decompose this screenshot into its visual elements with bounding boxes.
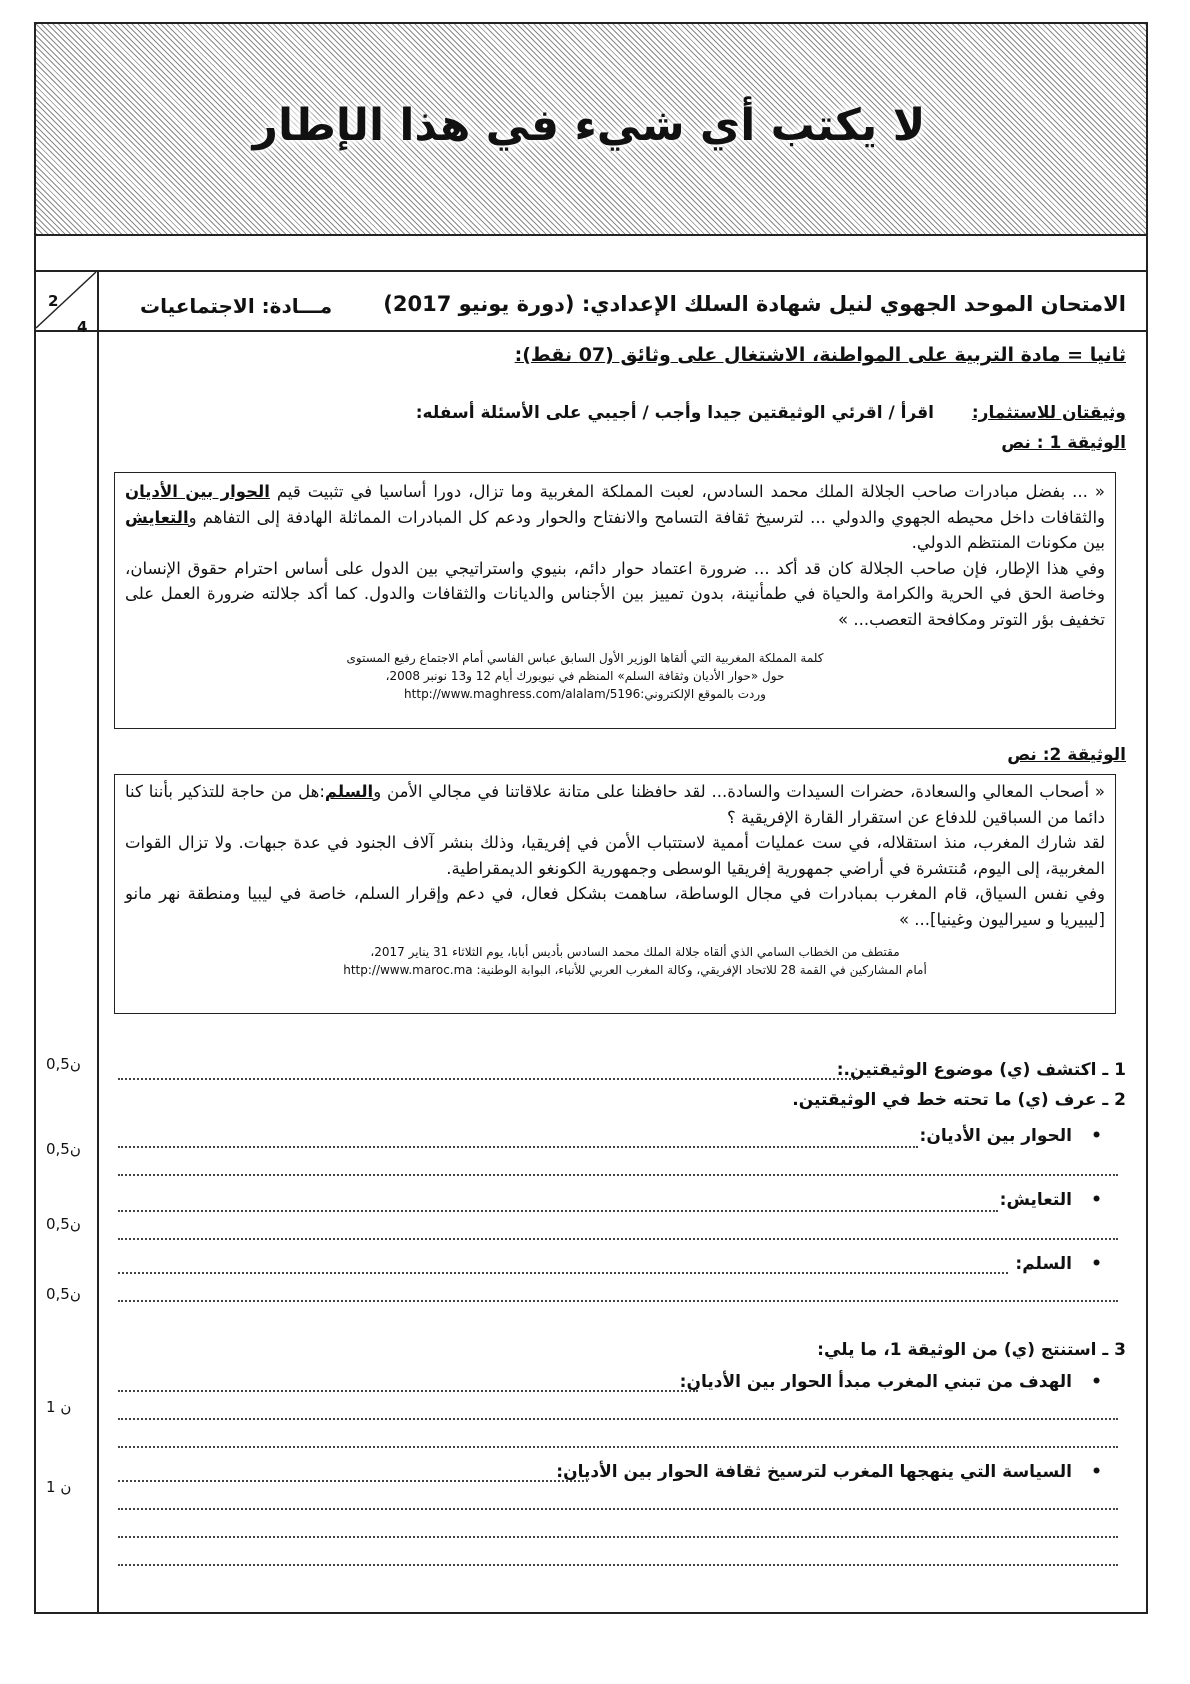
doc1-p1-a: « ... بفضل مبادرات صاحب الجلالة الملك محمد السادس، لعبت المملكة المغربية وما تزال، دورا أساسيا في تثبيت قيم — [276, 482, 1105, 501]
q2-item-peace: السلم: — [1015, 1254, 1072, 1274]
doc1-label: الوثيقة 1 : نص — [1001, 433, 1126, 453]
answer-line-q2-3a[interactable] — [118, 1272, 1008, 1274]
no-write-banner: لا يكتب أي شيء في هذا الإطار — [252, 100, 926, 151]
doc2-text — [115, 775, 1115, 932]
q3-bullet-2: • — [1091, 1462, 1102, 1482]
doc1-source — [235, 649, 935, 703]
doc2-source-line-2: أمام المشاركين في القمة 28 للاتحاد الإفريقي، وكالة المغرب العربي للأنباء، البوابة الوطنية: http://www.maroc.ma — [343, 963, 927, 977]
page-total: 4 — [77, 318, 88, 336]
q2-item-coexistence: التعايش: — [999, 1190, 1072, 1210]
answer-line-q3-2d[interactable] — [118, 1564, 1118, 1566]
question-2: 2 ـ عرف (ي) ما تحته خط في الوثيقتين. — [792, 1090, 1126, 1110]
doc1-underlined-dialogue: الحوار بين الأديان — [125, 482, 270, 501]
doc1-underlined-coexistence: التعايش — [125, 507, 189, 527]
doc1-source-line-1: كلمة المملكة المغربية التي ألقاها الوزير الأول السابق عباس الفاسي أمام الاجتماع رفيع المستوى — [346, 651, 824, 665]
doc1-paragraph-2: وفي هذا الإطار، فإن صاحب الجلالة كان قد أكد ... ضرورة اعتماد حوار دائم، بنيوي واستراتيجي بين الدول على أساس احترام حقوق الإنسان، وخاصة الحق في الحرية والكرامة والحياة في طمأنينة، بدون تمييز بين الأجناس والديانات والثقافات والدول. كما أكد جلالته ضرورة العمل على تخفيف بؤر التوتر ومكافحة التعصب... » — [125, 558, 1105, 629]
intro-label: وثيقتان للاستثمار: — [971, 403, 1126, 423]
doc2-p1-b: :هل من حاجة للتذكير بأننا كنا دائما من السباقين للدفاع عن استقرار القارة الإفريقية ؟ — [125, 782, 1105, 827]
margin-line — [97, 270, 99, 1612]
answer-line-q1[interactable] — [118, 1078, 858, 1080]
q2-bullet-1: • — [1091, 1126, 1102, 1146]
q3-item-goal: الهدف من تبني المغرب مبدأ الحوار بين الأديان: — [679, 1372, 1072, 1392]
doc1-box — [114, 472, 1116, 729]
intro-text: اقرأ / اقرئي الوثيقتين جيدا وأجب / أجيبي على الأسئلة أسفله: — [415, 403, 935, 423]
score-q3-2: 1 ن — [46, 1478, 72, 1496]
q3-item-policy: السياسة التي ينهجها المغرب لترسيخ ثقافة الحوار بين الأديان: — [556, 1462, 1072, 1482]
doc2-source-line-1: مقتطف من الخطاب السامي الذي ألقاه جلالة الملك محمد السادس بأديس أبابا، يوم الثلاثاء 31 يناير 2017، — [370, 945, 900, 959]
score-q2-2: 0,5ن — [46, 1215, 81, 1233]
doc2-source — [285, 943, 985, 979]
doc2-paragraph-3: وفي نفس السياق، قام المغرب بمبادرات في مجال الوساطة، ساهمت بشكل فعال، في دعم وإقرار السلم، خاصة في ليبيا ومنطقة نهر مانو [ليبيريا و سيراليون وغينيا]... » — [125, 884, 1105, 929]
answer-line-q3-2b[interactable] — [118, 1508, 1118, 1510]
doc2-box — [114, 774, 1116, 1014]
header-bottom-line — [34, 330, 1146, 332]
exam-title: الامتحان الموحد الجهوي لنيل شهادة السلك الإعدادي: (دورة يونيو 2017) — [383, 292, 1126, 316]
page-number: 2 — [48, 292, 59, 310]
subject-label: مـــادة: الاجتماعيات — [140, 294, 333, 318]
page-fraction-divider — [34, 270, 98, 330]
score-q3-1: 1 ن — [46, 1398, 72, 1416]
doc1-paragraph-1 — [125, 479, 1105, 556]
q2-bullet-2: • — [1091, 1190, 1102, 1210]
q2-item-dialogue: الحوار بين الأديان: — [919, 1126, 1072, 1146]
doc2-underlined-peace: السلم — [324, 782, 374, 801]
score-q2-1: 0,5ن — [46, 1140, 81, 1158]
doc1-p1-b: والثقافات داخل محيطه الجهوي والدولي ... لترسيخ ثقافة التسامح والانفتاح والحوار ودعم كل المبادرات المماثلة الهادفة إلى التفاهم و — [188, 507, 1105, 527]
answer-line-q3-1b[interactable] — [118, 1418, 1118, 1420]
answer-line-q2-3b[interactable] — [118, 1300, 1118, 1302]
q3-bullet-1: • — [1091, 1372, 1102, 1392]
header-top-line — [34, 270, 1146, 272]
score-q1: 0,5ن — [46, 1055, 81, 1073]
instructions — [126, 403, 1126, 423]
answer-line-q2-2a[interactable] — [118, 1210, 998, 1212]
answer-line-q3-2c[interactable] — [118, 1536, 1118, 1538]
answer-line-q3-2a[interactable] — [118, 1480, 588, 1482]
answer-line-q3-1a[interactable] — [118, 1390, 698, 1392]
answer-line-q2-1a[interactable] — [118, 1146, 918, 1148]
answer-line-q2-1b[interactable] — [118, 1174, 1118, 1176]
score-q2-3: 0,5ن — [46, 1285, 81, 1303]
doc2-paragraph-1 — [125, 779, 1105, 830]
doc1-text — [115, 473, 1115, 632]
doc2-p1-a: « أصحاب المعالي والسعادة، حضرات السيدات والسادة... لقد حافظنا على متانة علاقاتنا في مجالي الأمن و — [373, 782, 1105, 801]
doc1-source-line-3: وردت بالموقع الإلكتروني:http://www.maghress.com/alalam/5196 — [404, 687, 766, 701]
doc2-label: الوثيقة 2: نص — [1007, 745, 1126, 765]
question-1: 1 ـ اكتشف (ي) موضوع الوثيقتين.: — [836, 1060, 1126, 1080]
question-3: 3 ـ استنتج (ي) من الوثيقة 1، ما يلي: — [817, 1340, 1126, 1360]
section-title: ثانيا = مادة التربية على المواطنة، الاشتغال على وثائق (07 نقط): — [514, 344, 1126, 366]
doc1-p1-c: بين مكونات المنتظم الدولي. — [911, 533, 1105, 552]
doc2-paragraph-2: لقد شارك المغرب، منذ استقلاله، في ست عمليات أممية لاستتباب الأمن في إفريقيا، وذلك بنشر آلاف الجنود في عدة جبهات. ولا تزال القوات المغربية، إلى اليوم، مُنتشرة في أراضي جمهورية إفريقيا الوسطى وجمهورية الكونغو الديمقراطية. — [125, 833, 1105, 878]
q2-bullet-3: • — [1091, 1254, 1102, 1274]
doc1-source-line-2: حول «حوار الأديان وثقافة السلم» المنظم في نيويورك أيام 12 و13 نونبر 2008، — [385, 669, 785, 683]
answer-line-q3-1c[interactable] — [118, 1446, 1118, 1448]
answer-line-q2-2b[interactable] — [118, 1238, 1118, 1240]
